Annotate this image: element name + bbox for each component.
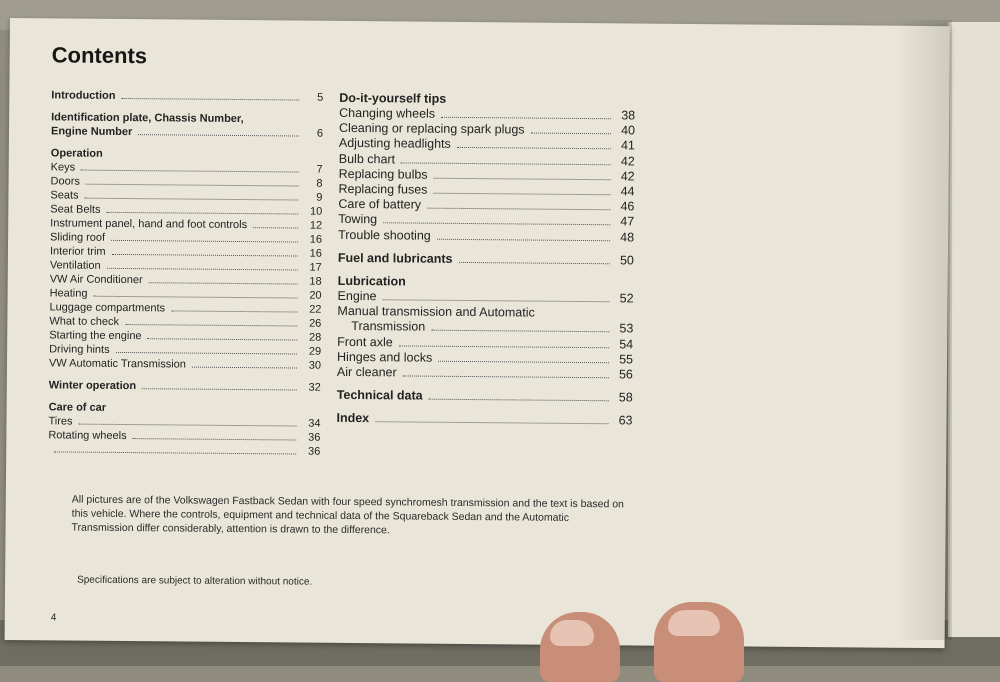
entry-page-number: 18 (309, 275, 322, 288)
entry-label: Technical data (336, 388, 423, 403)
dot-leader (133, 438, 297, 440)
entry-label: Luggage compartments (49, 301, 166, 315)
page-number: 4 (50, 612, 57, 624)
entry-label: Keys (50, 161, 76, 174)
contents-entry (337, 388, 633, 406)
page-title: Contents (51, 42, 148, 69)
entry-page-number: 58 (618, 390, 633, 405)
booklet-page (5, 18, 950, 648)
entry-label: Instrument panel, hand and foot controls (50, 217, 248, 232)
dot-leader (138, 134, 299, 136)
entry-label: Starting the engine (49, 329, 142, 343)
entry-page-number: 56 (618, 367, 633, 382)
thumb (540, 612, 620, 682)
entry-label: Trouble shooting (338, 227, 431, 243)
section-heading: Operation (50, 147, 103, 160)
entry-label: Transmission (351, 319, 426, 335)
entry-page-number: 40 (621, 123, 636, 138)
entry-page-number: 34 (308, 417, 321, 430)
entry-page-number: 7 (316, 163, 323, 176)
dot-leader (125, 324, 297, 327)
entry-label: Bulb chart (338, 151, 396, 166)
dot-leader (441, 117, 611, 119)
entry-label: Fuel and lubricants (337, 250, 453, 266)
dot-leader (81, 170, 299, 173)
entry-page-number: 16 (309, 233, 323, 246)
entry-page-number: 9 (316, 191, 323, 204)
entry-page-number: 6 (316, 127, 324, 140)
entry-label: Care of battery (338, 197, 422, 212)
entry-page-number: 42 (620, 169, 635, 184)
section-heading: Care of car (48, 401, 107, 414)
thumbnail (550, 620, 594, 646)
dot-leader (531, 133, 611, 135)
entry-label: Adjusting headlights (338, 136, 451, 152)
dot-leader (107, 268, 298, 271)
dot-leader (427, 208, 610, 211)
finger (654, 602, 744, 682)
entry-page-number: 36 (307, 445, 321, 458)
entry-page-number: 20 (309, 289, 322, 302)
dot-leader (149, 282, 298, 284)
entry-label: Sliding roof (50, 231, 106, 244)
entry-page-number: 29 (308, 345, 322, 358)
entry-page-number: 50 (619, 253, 634, 268)
entry-label: Ventilation (49, 259, 101, 272)
dot-leader (106, 212, 298, 215)
entry-page-number: 26 (309, 317, 322, 330)
entry-page-number: 12 (309, 219, 323, 232)
dot-leader (142, 388, 297, 390)
entry-page-number: 53 (619, 321, 634, 336)
contents-entry (337, 365, 633, 383)
contents-entry (48, 428, 320, 444)
entry-label: Hinges and locks (336, 349, 433, 365)
entry-page-number: 47 (620, 214, 635, 229)
dot-leader (121, 98, 299, 101)
entry-page-number: 55 (619, 352, 634, 367)
contents-entry (51, 124, 323, 140)
section-heading: Do-it-yourself tips (339, 90, 447, 106)
entry-label: Replacing fuses (338, 181, 428, 197)
entry-label: Changing wheels (339, 105, 436, 121)
entry-label: What to check (49, 315, 120, 328)
contents-entry (51, 88, 323, 104)
entry-label: Winter operation (48, 379, 137, 393)
entry-page-number: 63 (618, 413, 633, 428)
entry-label: Tires (48, 415, 73, 428)
entry-label: Air cleaner (336, 364, 397, 380)
contents-entry (49, 378, 321, 394)
contents-entry (50, 272, 322, 288)
contents-entry (338, 197, 634, 215)
dot-leader (437, 238, 610, 241)
specifications-note: Specifications are subject to alteration without notice. (77, 574, 313, 588)
dot-leader (457, 147, 611, 149)
entry-page-number: 32 (308, 381, 321, 394)
contents-line: Identification plate, Chassis Number, (51, 111, 244, 126)
entry-label: Introduction (51, 89, 116, 102)
entry-label: Driving hints (49, 343, 110, 356)
dot-leader (383, 223, 610, 226)
entry-label: Engine (337, 288, 377, 304)
entry-label: Heating (49, 287, 88, 300)
entry-label: VW Air Conditioner (49, 273, 143, 287)
contents-right-column (336, 91, 635, 429)
dot-leader (399, 345, 609, 348)
entry-label: Rotating wheels (48, 429, 127, 443)
section-heading: Lubrication (337, 273, 406, 289)
fingernail (668, 610, 720, 636)
entry-page-number: 28 (308, 331, 322, 344)
contents-entry (49, 356, 321, 372)
entry-page-number: 44 (620, 184, 635, 199)
entry-label: Engine Number (50, 125, 133, 139)
dot-leader (116, 352, 297, 355)
contents-entry (336, 411, 632, 429)
entry-page-number: 8 (316, 177, 323, 190)
dot-leader (429, 399, 609, 402)
pictures-note: All pictures are of the Volkswagen Fastback Sedan with four speed synchromesh transmission and the text is based on this vehicle. Where the controls, equipment and technical data of the Squareback Sedan and the Automatic Transmission differ considerably, attention is drawn to the difference. (71, 493, 624, 537)
dot-leader (458, 262, 609, 264)
dot-leader (433, 193, 610, 196)
dot-leader (85, 198, 299, 201)
entry-label: Interior trim (49, 245, 106, 258)
dot-leader (54, 451, 296, 454)
contents-line: Manual transmission and Automatic (337, 304, 535, 320)
dot-leader (86, 184, 299, 187)
dot-leader (112, 254, 298, 257)
entry-page-number: 36 (308, 431, 321, 444)
dot-leader (93, 296, 297, 299)
dot-leader (148, 338, 298, 340)
entry-label: Seats (50, 189, 79, 202)
contents-entry (338, 251, 634, 269)
entry-page-number: 42 (620, 153, 635, 169)
dot-leader (79, 424, 297, 427)
entry-page-number: 16 (309, 247, 323, 260)
entry-label: Replacing bulbs (338, 166, 428, 182)
contents-entry (48, 442, 320, 458)
dot-leader (375, 422, 608, 425)
dot-leader (111, 240, 298, 243)
entry-page-number: 38 (621, 108, 636, 123)
entry-label: Doors (50, 175, 80, 188)
entry-page-number: 17 (309, 261, 322, 274)
dot-leader (438, 361, 609, 363)
contents-entry (338, 227, 634, 245)
dot-leader (171, 310, 297, 312)
page-fold-shadow (896, 20, 952, 640)
dot-leader (403, 375, 609, 378)
dot-leader (382, 299, 609, 302)
dot-leader (434, 178, 611, 181)
entry-page-number: 48 (620, 229, 635, 245)
entry-page-number: 52 (619, 291, 634, 306)
entry-label: VW Automatic Transmission (48, 357, 186, 371)
entry-page-number: 10 (310, 205, 323, 218)
dot-leader (401, 162, 611, 165)
dot-leader (192, 367, 297, 369)
entry-page-number: 5 (317, 91, 324, 104)
entry-page-number: 22 (309, 303, 322, 316)
entry-label: Towing (338, 212, 378, 227)
dot-leader (253, 227, 298, 228)
dot-leader (431, 330, 609, 333)
entry-page-number: 54 (619, 336, 634, 352)
entry-label: Front axle (337, 334, 393, 349)
facing-page (948, 22, 1000, 637)
entry-page-number: 41 (620, 138, 635, 153)
entry-label: Seat Belts (50, 203, 101, 216)
contents-left-column (48, 88, 323, 458)
entry-label: Index (336, 411, 370, 426)
entry-label: Cleaning or replacing spark plugs (338, 121, 525, 137)
entry-page-number: 30 (308, 359, 322, 372)
entry-page-number: 46 (620, 199, 635, 214)
